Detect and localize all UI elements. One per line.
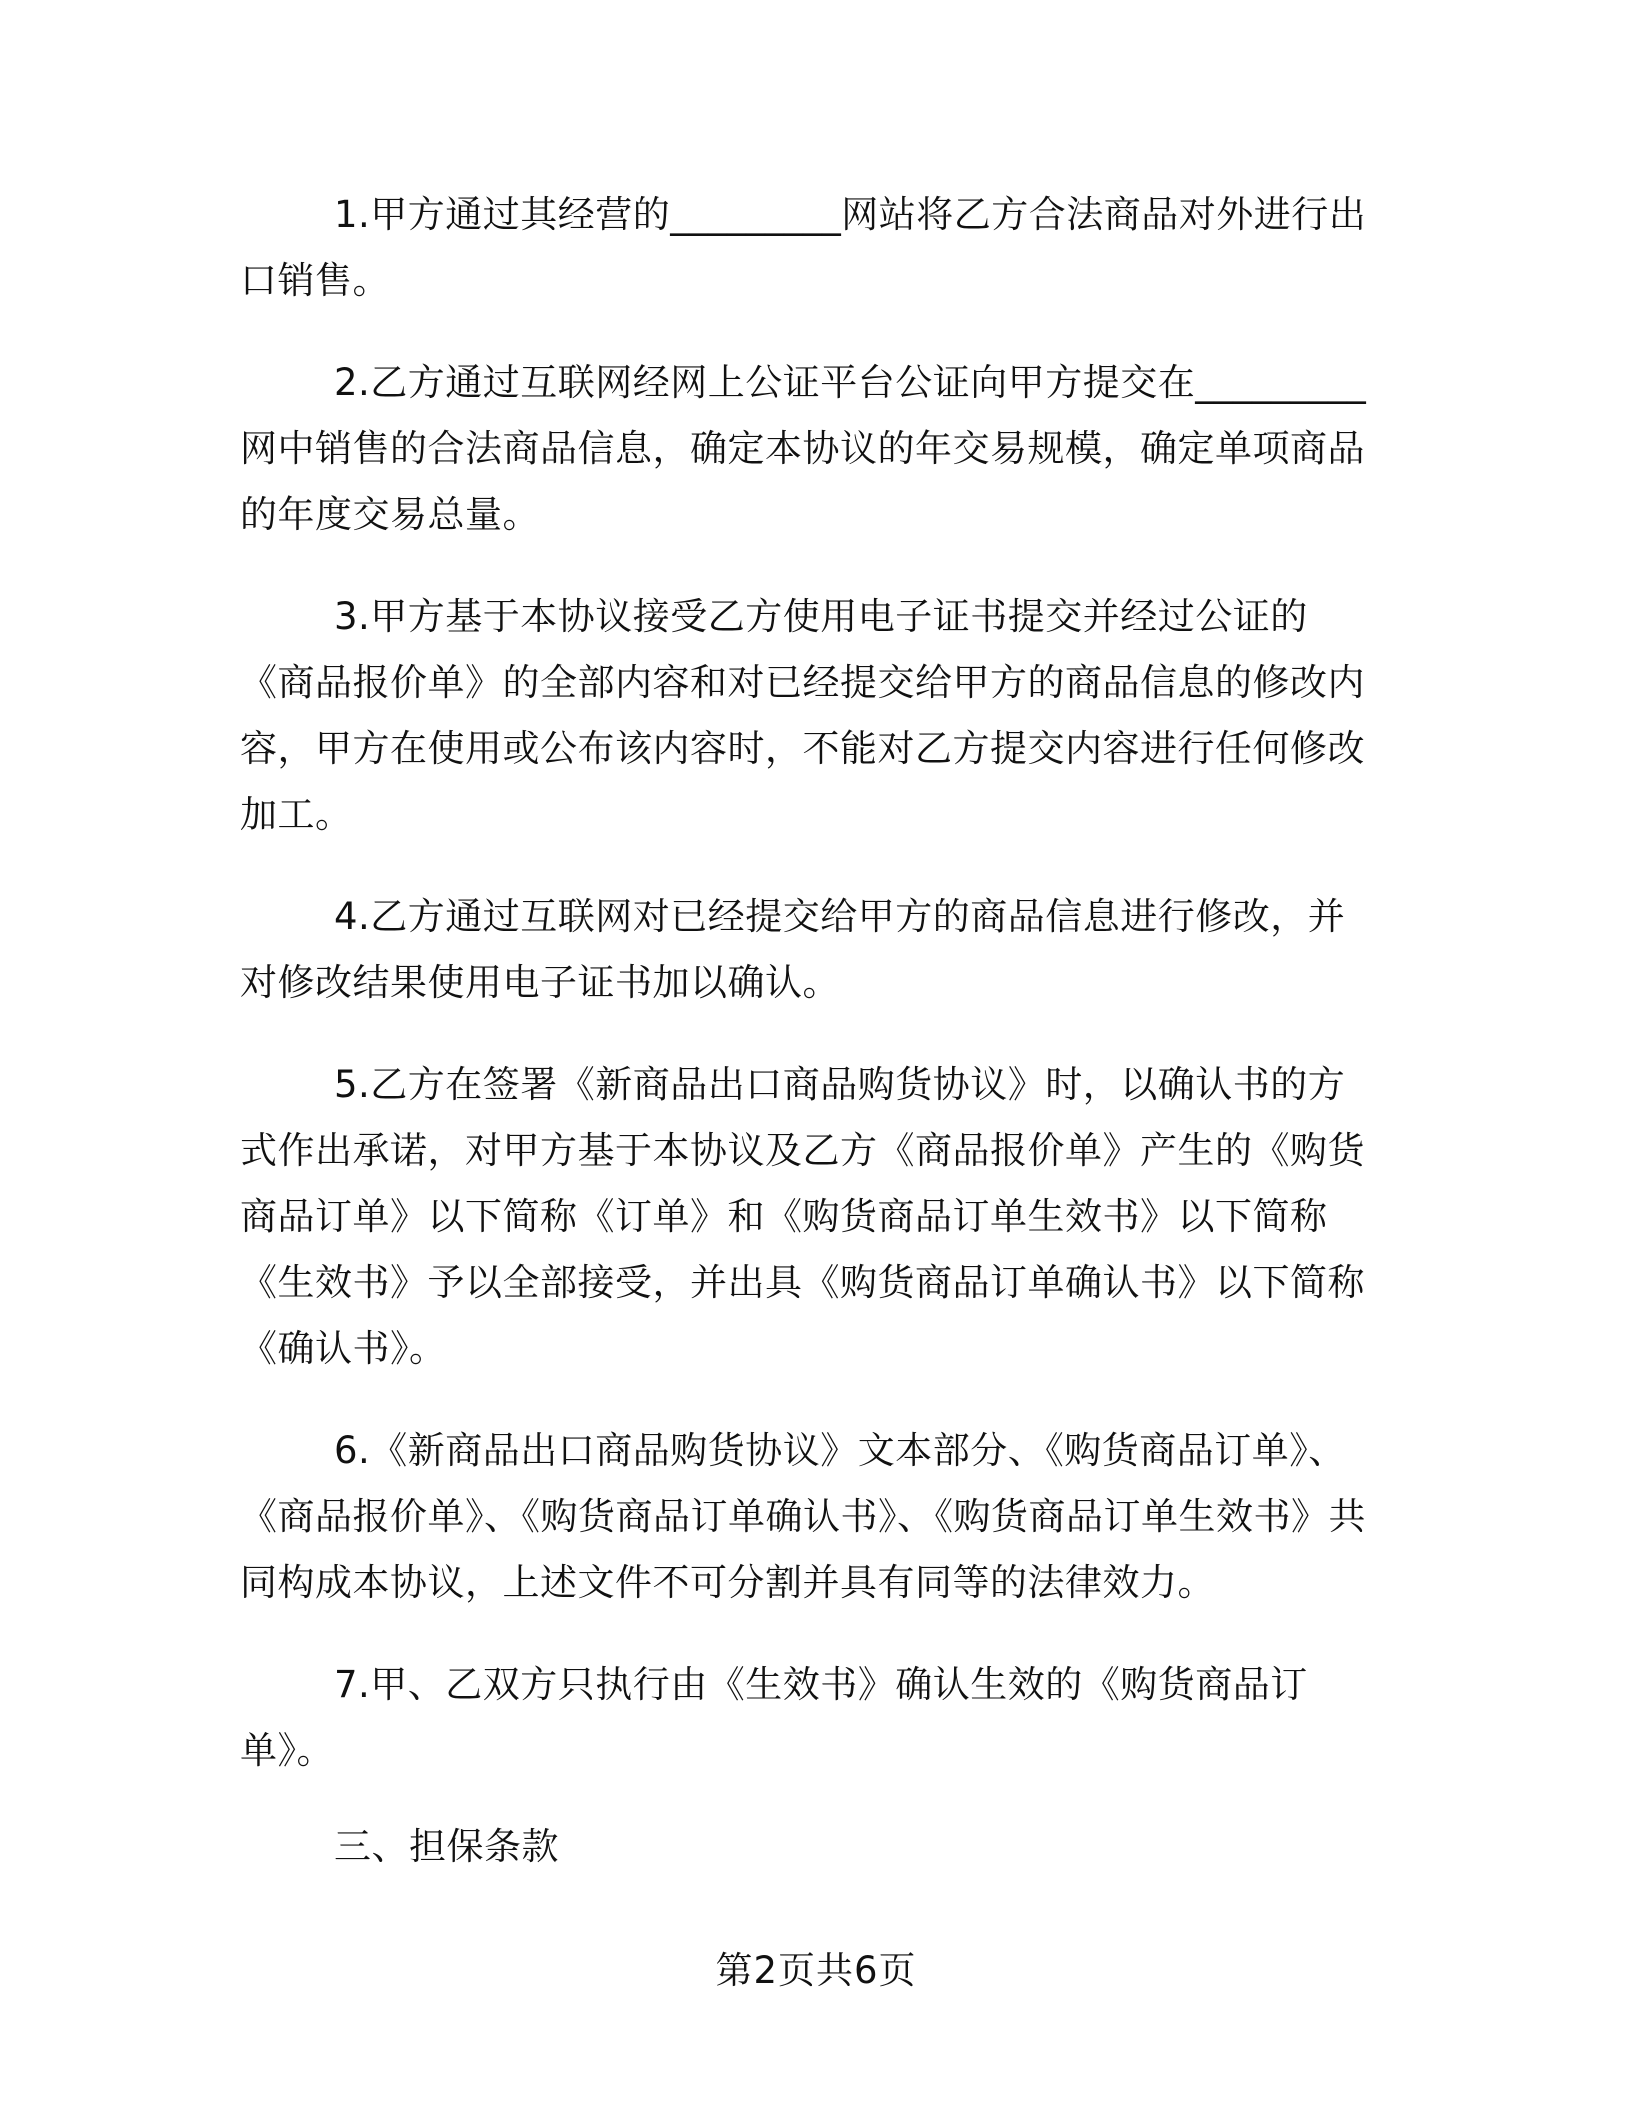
clause-4: 4.乙方通过互联网对已经提交给甲方的商品信息进行修改，并对修改结果使用电子证书加以确认。 — [240, 895, 1346, 1004]
clause-1: 1.甲方通过其经营的_________网站将乙方合法商品对外进行出口销售。 — [240, 193, 1367, 302]
clause-3: 3.甲方基于本协议接受乙方使用电子证书提交并经过公证的《商品报价单》的全部内容和对已经提交给甲方的商品信息的修改内容，甲方在使用或公布该内容时，不能对乙方提交内容进行任何修改加工。 — [240, 595, 1365, 836]
page-number-footer: 第2页共6页 — [715, 1949, 917, 1992]
section-heading: 三、担保条款 — [334, 1825, 559, 1868]
document-body — [240, 182, 1376, 1880]
clause-2: 2.乙方通过互联网经网上公证平台公证向甲方提交在_________网中销售的合法商品信息，确定本协议的年交易规模，确定单项商品的年度交易总量。 — [240, 361, 1367, 536]
clause-6: 6.《新商品出口商品购货协议》文本部分、《购货商品订单》、《商品报价单》、《购货商品订单确认书》、《购货商品订单生效书》共同构成本协议，上述文件不可分割并具有同等的法律效力。 — [240, 1429, 1366, 1604]
clause-5: 5.乙方在签署《新商品出口商品购货协议》时，以确认书的方式作出承诺，对甲方基于本协议及乙方《商品报价单》产生的《购货商品订单》以下简称《订单》和《购货商品订单生效书》以下简称《生效书》予以全部接受，并出具《购货商品订单确认书》以下简称《确认书》。 — [240, 1063, 1365, 1370]
clause-7: 7.甲、乙双方只执行由《生效书》确认生效的《购货商品订单》。 — [240, 1663, 1308, 1772]
